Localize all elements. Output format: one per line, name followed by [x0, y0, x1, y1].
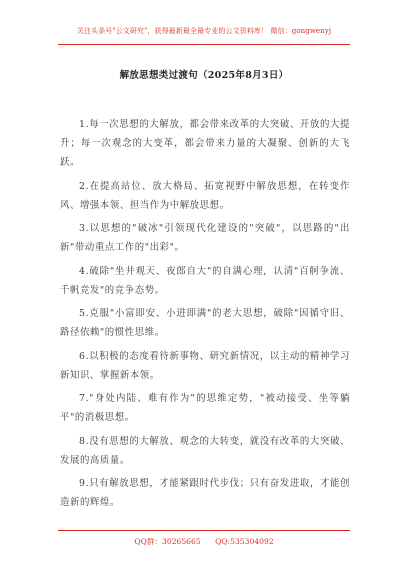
- page-title: 解放思想类过渡句（2025年8月3日）: [119, 70, 289, 81]
- paragraph-4: 4.破除"坐井观天、夜郎自大"的自满心理，认清"百舸争流、千帆竞发"的竞争态势。: [60, 265, 350, 296]
- qq-number: QQ:535304092: [215, 537, 274, 546]
- paragraph-7: 7."身处内陆、难有作为"的思维定势，"被动接受、坐等躺平"的消极思想。: [60, 393, 350, 423]
- footer-divider: [58, 530, 350, 531]
- qq-group-number: QQ群：30265665: [134, 537, 201, 546]
- header-divider: [58, 44, 350, 45]
- paragraph-1: 1.每一次思想的大解放，都会带来改革的大突破、开放的大提升；每一次观念的大变革，都会带来力量的大凝聚、创新的大飞跃。: [60, 119, 350, 168]
- paragraph-3: 3.以思想的"破冰"引领现代化建设的"突破"，以思路的"出新"带动重点工作的"出彩"。: [60, 223, 350, 253]
- paragraph-5: 5.克服"小富即安、小进即满"的老大思想，破除"因循守旧、路径依赖"的惯性思维。: [60, 308, 350, 338]
- paragraph-9: 9.只有解放思想，才能紧跟时代步伐；只有奋发进取，才能创造新的辉煌。: [60, 478, 350, 508]
- paragraph-2: 2.在提高站位、放大格局、拓宽视野中解放思想，在转变作风、增强本领、担当作为中解放思想。: [60, 180, 350, 211]
- paragraph-6: 6.以积极的态度看待新事物、研究新情况，以主动的精神学习新知识、掌握新本领。: [60, 350, 350, 381]
- promo-header: 关注头条号"公文研究"，获得最新最全最专业的公文资料库！ 微信：gongwenyj: [76, 27, 332, 35]
- paragraph-8: 8.没有思想的大解放、观念的大转变，就没有改革的大突破、发展的高质量。: [60, 435, 350, 466]
- document-body: [60, 115, 350, 517]
- contact-footer: [0, 536, 408, 547]
